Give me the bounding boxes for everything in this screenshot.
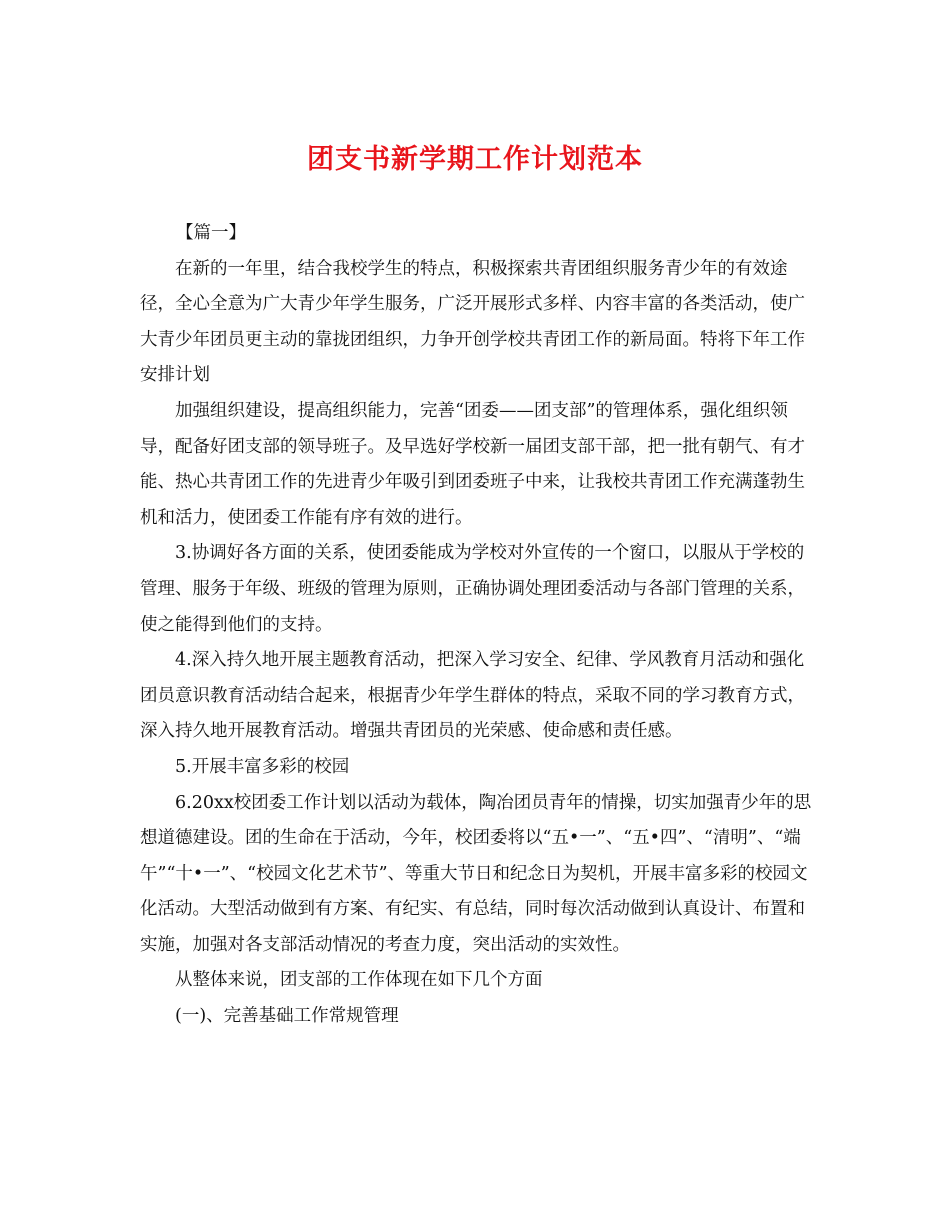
section-heading: 【篇一】: [176, 223, 246, 243]
paragraph-subsection-1: (一)、完善基础工作常规管理: [175, 1006, 399, 1027]
paragraph-organization: 加强组织建设，提高组织能力，完善“团委——团支部”的管理体系，强化组织领导，配备好团支部的领导班子。及早选好学校新一届团支部干部，把一批有朝气、有才能、热心共青团工作的先进青少年吸引到团委班子中来，让我校共青团工作充满蓬勃生机和活力，使团委工作能有序有效的进行。: [140, 400, 805, 528]
paragraph-summary: 从整体来说，团支部的工作体现在如下几个方面: [175, 970, 543, 991]
paragraph-item-5: 5.开展丰富多彩的校园: [175, 756, 350, 777]
document-body: [140, 216, 812, 1035]
paragraph-item-3: 3.协调好各方面的关系，使团委能成为学校对外宣传的一个窗口，以服从于学校的管理、服务于年级、班级的管理为原则，正确协调处理团委活动与各部门管理的关系，使之能得到他们的支持。: [140, 543, 805, 635]
paragraph-item-6: 6.20xx校团委工作计划以活动为载体，陶冶团员青年的情操，切实加强青少年的思想道德建设。团的生命在于活动，今年，校团委将以“五•一”、“五•四”、“清明”、“端午”“十•一”、“校园文化艺术节”、等重大节日和纪念日为契机，开展丰富多彩的校园文化活动。大型活动做到有方案、有纪实、有总结，同时每次活动做到认真设计、布置和实施，加强对各支部活动情况的考查力度，突出活动的实效性。: [140, 792, 812, 955]
document-title: 团支书新学期工作计划范本: [307, 144, 643, 175]
paragraph-intro: 在新的一年里，结合我校学生的特点，积极探索共青团组织服务青少年的有效途径，全心全意为广大青少年学生服务，广泛开展形式多样、内容丰富的各类活动，使广大青少年团员更主动的靠拢团组织，力争开创学校共青团工作的新局面。特将下年工作安排计划: [140, 258, 805, 386]
paragraph-item-4: 4.深入持久地开展主题教育活动，把深入学习安全、纪律、学风教育月活动和强化团员意识教育活动结合起来，根据青少年学生群体的特点，采取不同的学习教育方式，深入持久地开展教育活动。增强共青团员的光荣感、使命感和责任感。: [140, 650, 805, 742]
